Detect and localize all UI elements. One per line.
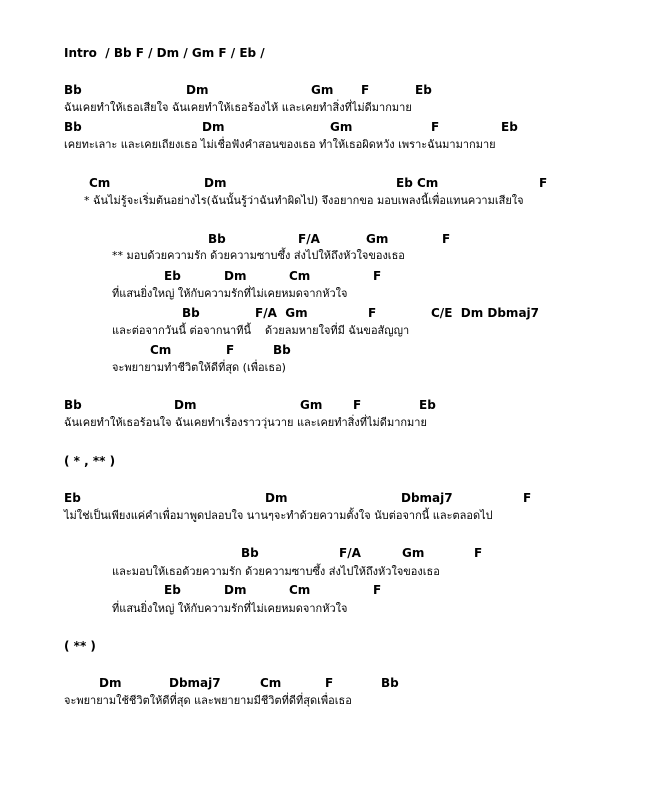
- chord: Eb: [164, 583, 181, 597]
- chord-line: [0, 82, 661, 98]
- chord: Bb: [182, 306, 200, 320]
- chord: F: [226, 343, 235, 357]
- lyric-text: เคยทะเลาะ และเคยเถียงเธอ ไม่เชื่อฟังคำสอนของเธอ ทำให้เธอผิดหวัง เพราะฉันมามากมาย: [64, 138, 496, 151]
- chord-line: [0, 545, 661, 561]
- chord: Dbmaj7: [169, 676, 221, 690]
- lyric-text: ** มอบด้วยความรัก ด้วยความซาบซึ้ง ส่งไปให้ถึงหัวใจของเธอ: [112, 249, 405, 262]
- lyric-line: [0, 564, 661, 580]
- repeat-text: ( * , ** ): [64, 454, 116, 468]
- chord-line: [0, 582, 661, 598]
- chord: Bb: [273, 343, 291, 357]
- chord: Dbmaj7: [401, 491, 453, 505]
- chord: Dm: [174, 398, 197, 412]
- lyric-line: [0, 360, 661, 376]
- chord: F: [373, 269, 382, 283]
- chord: Dm: [202, 120, 225, 134]
- chord: Bb: [64, 120, 82, 134]
- chord: F: [523, 491, 532, 505]
- lyric-text: ฉันเคยทำให้เธอเสียใจ ฉันเคยทำให้เธอร้องไห้ และเคยทำสิ่งที่ไม่ดีมากมาย: [64, 101, 412, 114]
- chord: Cm: [289, 583, 311, 597]
- chord: F/A: [298, 232, 320, 246]
- lyric-line: [0, 100, 661, 116]
- lyric-line: [0, 323, 661, 339]
- lyric-text: จะพยายามทำชีวิตให้ดีที่สุด (เพื่อเธอ): [112, 361, 286, 374]
- intro-text: Intro / Bb F / Dm / Gm F / Eb /: [64, 46, 265, 60]
- lyric-line: [0, 415, 661, 431]
- chord: Cm: [150, 343, 172, 357]
- chord: Gm: [300, 398, 323, 412]
- chord: Eb: [501, 120, 518, 134]
- chord: Bb: [64, 398, 82, 412]
- chord-line: [0, 675, 661, 691]
- chord: Gm: [366, 232, 389, 246]
- lyric-text: และมอบให้เธอด้วยความรัก ด้วยความซาบซึ้ง ส่งไปให้ถึงหัวใจของเธอ: [112, 565, 440, 578]
- chord-line: [0, 268, 661, 284]
- lyric-text: ที่แสนยิ่งใหญ่ ให้กับความรักที่ไม่เคยหมดจากหัวใจ: [112, 287, 348, 300]
- chord: Eb: [415, 83, 432, 97]
- chord: F: [325, 676, 334, 690]
- lyric-line: [0, 193, 661, 209]
- chord-line: [0, 231, 661, 247]
- chord: Cm: [289, 269, 311, 283]
- chord: F/A Gm: [255, 306, 308, 320]
- chord-line: [0, 490, 661, 506]
- chord: Dm: [265, 491, 288, 505]
- chord-line: [0, 397, 661, 413]
- lyric-text: ที่แสนยิ่งใหญ่ ให้กับความรักที่ไม่เคยหมดจากหัวใจ: [112, 602, 348, 615]
- lyric-text: ไม่ใช่เป็นเพียงแค่คำเพื่อมาพูดปลอบใจ นานๆจะทำด้วยความตั้งใจ นับต่อจากนี้ และตลอดไป: [64, 509, 493, 522]
- chord: Gm: [330, 120, 353, 134]
- lyric-line: [0, 137, 661, 153]
- chord-line: [0, 119, 661, 135]
- chord: Bb: [64, 83, 82, 97]
- chord: F: [368, 306, 377, 320]
- chord: F: [539, 176, 548, 190]
- chord: F: [474, 546, 483, 560]
- chord: Cm: [89, 176, 111, 190]
- repeat-marker: [0, 453, 661, 469]
- chord: Dm: [204, 176, 227, 190]
- lyric-line: [0, 286, 661, 302]
- chord: Bb: [241, 546, 259, 560]
- chord-line: [0, 342, 661, 358]
- intro-line: [0, 45, 661, 61]
- chord: Dm: [224, 583, 247, 597]
- chord: Dm: [224, 269, 247, 283]
- lyric-line: [0, 508, 661, 524]
- chord: F: [442, 232, 451, 246]
- chord: F: [373, 583, 382, 597]
- chord-line: [0, 305, 661, 321]
- chord: C/E Dm Dbmaj7: [431, 306, 539, 320]
- chord-line: [0, 175, 661, 191]
- chord: F/A: [339, 546, 361, 560]
- lyric-line: [0, 693, 661, 709]
- lyric-line: [0, 601, 661, 617]
- chord: F: [361, 83, 370, 97]
- chord: Eb Cm: [396, 176, 439, 190]
- lyric-line: [0, 248, 661, 264]
- chord: Cm: [260, 676, 282, 690]
- chord: Eb: [419, 398, 436, 412]
- chord: F: [431, 120, 440, 134]
- chord: Gm: [311, 83, 334, 97]
- repeat-marker: [0, 638, 661, 654]
- lyric-text: ฉันเคยทำให้เธอร้อนใจ ฉันเคยทำเรื่องราววุ่นวาย และเคยทำสิ่งที่ไม่ดีมากมาย: [64, 416, 427, 429]
- lyric-text: จะพยายามใช้ชีวิตให้ดีที่สุด และพยายามมีชีวิตที่ดีที่สุดเพื่อเธอ: [64, 694, 352, 707]
- chord: Dm: [99, 676, 122, 690]
- chord: Eb: [164, 269, 181, 283]
- chord: Gm: [402, 546, 425, 560]
- lyric-text: * ฉันไม่รู้จะเริ่มต้นอย่างไร(ฉันนั้นรู้ว่าฉันทำผิดไป) จึงอยากขอ มอบเพลงนี้เพื่อแทนความเสียใจ: [84, 194, 524, 207]
- chord: Bb: [208, 232, 226, 246]
- chord: Bb: [381, 676, 399, 690]
- chord: Dm: [186, 83, 209, 97]
- repeat-text: ( ** ): [64, 639, 96, 653]
- lyric-text: และต่อจากวันนี้ ต่อจากนาทีนี้ ด้วยลมหายใจที่มี ฉันขอสัญญา: [112, 324, 410, 337]
- chord: F: [353, 398, 362, 412]
- chord: Eb: [64, 491, 81, 505]
